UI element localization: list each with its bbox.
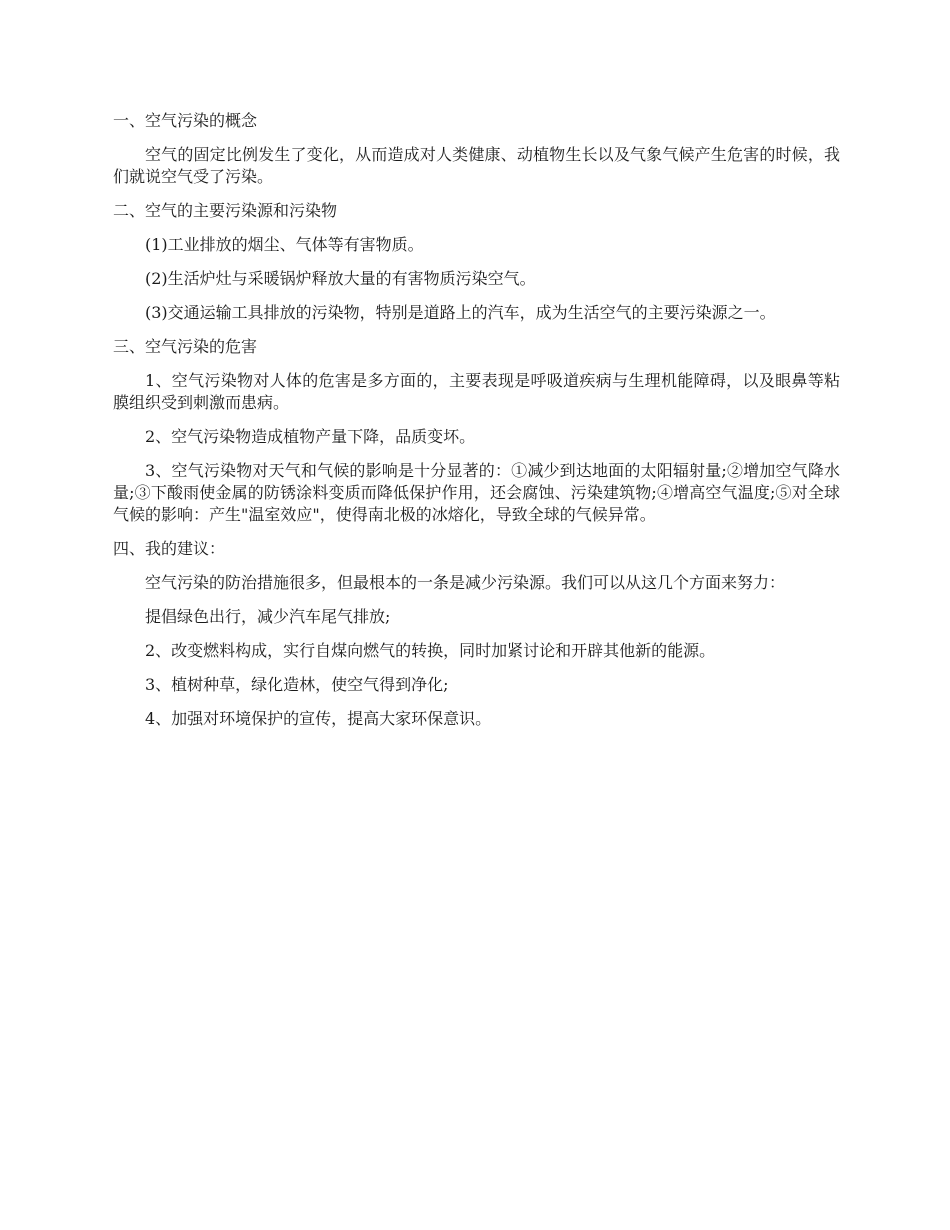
paragraph: 空气污染的防治措施很多，但最根本的一条是减少污染源。我们可以从这几个方面来努力：: [145, 573, 786, 592]
paragraph: 空气的固定比例发生了变化，从而造成对人类健康、动植物生长以及气象气候产生危害的时候，我们就说空气受了污染。: [113, 145, 840, 186]
paragraph: (2)生活炉灶与采暖锅炉释放大量的有害物质污染空气。: [145, 269, 536, 288]
paragraph: 4、加强对环境保护的宣传，提高大家环保意识。: [145, 709, 492, 728]
paragraph: 3、植树种草，绿化造林，使空气得到净化;: [145, 675, 449, 694]
paragraph: 提倡绿色出行，减少汽车尾气排放;: [145, 607, 391, 626]
paragraph: (3)交通运输工具排放的污染物，特别是道路上的汽车，成为生活空气的主要污染源之一。: [145, 303, 776, 322]
section-heading-concept: 一、空气污染的概念: [113, 111, 258, 130]
paragraph: 2、改变燃料构成，实行自煤向燃气的转换，同时加紧讨论和开辟其他新的能源。: [145, 641, 716, 660]
section-heading-hazards: 三、空气污染的危害: [113, 337, 258, 356]
paragraph: 1、空气污染物对人体的危害是多方面的，主要表现是呼吸道疾病与生理机能障碍，以及眼鼻等粘膜组织受到刺激而患病。: [113, 371, 840, 412]
paragraph: (1)工业排放的烟尘、气体等有害物质。: [145, 235, 424, 254]
section-heading-sources: 二、空气的主要污染源和污染物: [113, 201, 338, 220]
document-page: [113, 110, 840, 742]
section-heading-suggestions: 四、我的建议：: [113, 539, 226, 558]
paragraph: 2、空气污染物造成植物产量下降，品质变坏。: [145, 427, 476, 446]
paragraph: 3、空气污染物对天气和气候的影响是十分显著的：①减少到达地面的太阳辐射量;②增加空气降水量;③下酸雨使金属的防锈涂料变质而降低保护作用，还会腐蚀、污染建筑物;④增高空气温度;⑤对全球气候的影响：产生"温室效应"，使得南北极的冰熔化，导致全球的气候异常。: [113, 461, 840, 524]
